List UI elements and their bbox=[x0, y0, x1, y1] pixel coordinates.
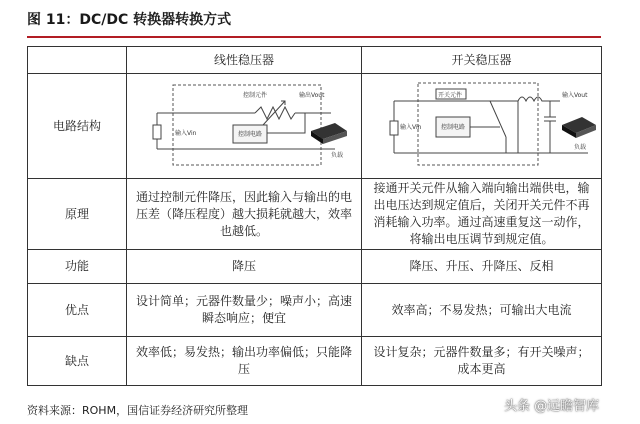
linear-advantages-text: 设计简单；元器件数量少；噪声小；高速瞬态响应；便宜 bbox=[127, 284, 362, 337]
load-chip-icon bbox=[311, 123, 347, 144]
row-label-circuit: 电路结构 bbox=[28, 74, 127, 179]
switching-disadvantages-text: 设计复杂；元器件数量多；有开关噪声；成本更高 bbox=[362, 337, 602, 386]
table-row-disadvantages bbox=[28, 337, 602, 386]
row-label-disadvantages: 缺点 bbox=[28, 337, 127, 386]
linear-control-label: 控制电路 bbox=[238, 131, 263, 138]
switching-load-label: 负载 bbox=[574, 144, 587, 151]
switching-output-label: 输入Vout bbox=[562, 92, 588, 99]
linear-element-label: 控制元件 bbox=[243, 92, 268, 99]
linear-principle-text: 通过控制元件降压，因此输入与输出的电压差（降压程度）越大损耗就越大，效率也越低。 bbox=[127, 179, 362, 250]
switching-element-label: 开关元件 bbox=[438, 92, 463, 99]
comparison-table bbox=[27, 46, 602, 386]
switching-principle-text: 接通开关元件从输入端向输出端供电，输出电压达到规定值后，关闭开关元件不再消耗输入功率。通过高速重复这一动作，将输出电压调节到规定值。 bbox=[362, 179, 602, 250]
linear-regulator-diagram bbox=[135, 77, 361, 175]
linear-function-text: 降压 bbox=[127, 250, 362, 284]
linear-load-label: 负载 bbox=[331, 152, 344, 159]
row-label-function: 功能 bbox=[28, 250, 127, 284]
header-switching-regulator: 开关稳压器 bbox=[362, 47, 602, 74]
switching-control-label: 控制电路 bbox=[441, 124, 466, 131]
table-row-principle bbox=[28, 179, 602, 250]
header-corner bbox=[28, 47, 127, 74]
linear-output-label: 输出Vout bbox=[299, 92, 325, 99]
watermark: 头条 @远瞻智库 bbox=[504, 399, 600, 414]
table-row-advantages bbox=[28, 284, 602, 337]
row-label-principle: 原理 bbox=[28, 179, 127, 250]
switching-circuit-cell bbox=[362, 74, 602, 179]
switching-function-text: 降压、升压、升降压、反相 bbox=[362, 250, 602, 284]
header-linear-regulator: 线性稳压器 bbox=[127, 47, 362, 74]
table-header-row bbox=[28, 47, 602, 74]
switching-regulator-diagram bbox=[370, 77, 601, 175]
table-row-function bbox=[28, 250, 602, 284]
load-chip-icon bbox=[562, 117, 596, 138]
switching-input-label: 输入Vin bbox=[400, 124, 422, 131]
table-row-circuit bbox=[28, 74, 602, 179]
source-note: 资料来源：ROHM，国信证券经济研究所整理 bbox=[27, 404, 249, 417]
row-label-advantages: 优点 bbox=[28, 284, 127, 337]
linear-input-label: 输入Vin bbox=[175, 130, 197, 137]
linear-circuit-cell bbox=[127, 74, 362, 179]
figure-title: 图 11：DC/DC 转换器转换方式 bbox=[27, 12, 232, 28]
title-rule bbox=[27, 36, 601, 38]
linear-disadvantages-text: 效率低；易发热；输出功率偏低；只能降压 bbox=[127, 337, 362, 386]
switching-advantages-text: 效率高；不易发热；可输出大电流 bbox=[362, 284, 602, 337]
